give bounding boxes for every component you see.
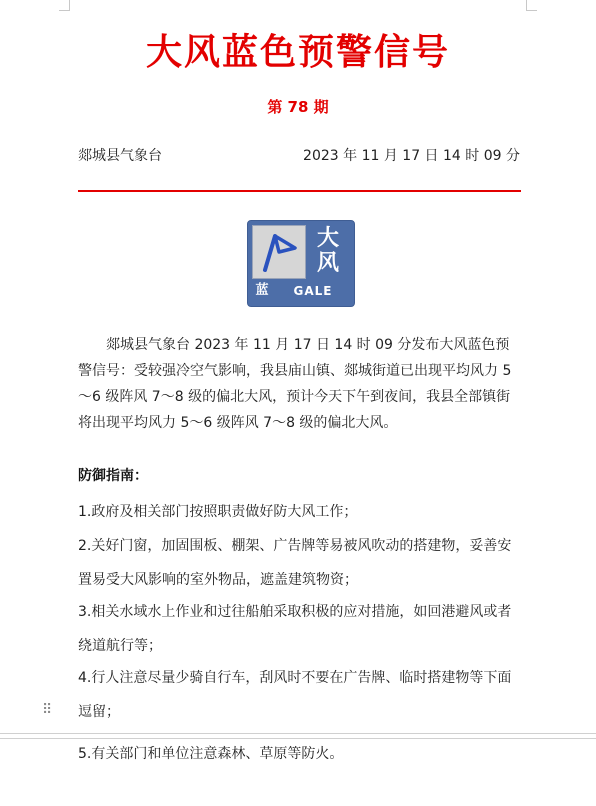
issue-datetime: 2023 年 11 月 17 日 14 时 09 分	[303, 148, 520, 164]
flag-icon	[253, 226, 305, 278]
issue-number: 第 78 期	[267, 98, 329, 116]
guide-item: 2.关好门窗，加固围板、棚架、广告牌等易被风吹动的搭建物，妥善安置易受大风影响的室外物品，遮盖建筑物资；	[78, 538, 512, 588]
page-break-line	[0, 733, 596, 734]
guide-item: 3.相关水域水上作业和过往船舶采取积极的应对措施，如回港避风或者绕道航行等；	[78, 604, 512, 654]
document-title: 大风蓝色预警信号	[145, 32, 450, 73]
flag-panel	[252, 225, 306, 279]
guide-item: 4.行人注意尽量少骑自行车，刮风时不要在广告牌、临时搭建物等下面逗留；	[78, 670, 512, 720]
icon-bottom-bar	[252, 281, 350, 301]
page-corner-mark-right	[526, 0, 537, 11]
drag-handle-icon[interactable]: ⠿	[42, 702, 53, 718]
icon-level-char: 蓝	[255, 283, 269, 298]
guide-item: 5.有关部门和单位注意森林、草原等防火。	[78, 746, 344, 762]
issuer: 郯城县气象台	[78, 148, 162, 164]
guide-item: 1.政府及相关部门按照职责做好防大风工作；	[78, 504, 358, 520]
icon-char-bottom: 风	[316, 251, 339, 276]
warning-paragraph: 郯城县气象台 2023 年 11 月 17 日 14 时 09 分发布大风蓝色预警信号：受较强冷空气影响，我县庙山镇、郯城街道已出现平均风力 5～6 级阵风 7～8 级的偏北大风，预计今天下午到夜间，我县全部镇街将出现平均风力 5～6 级阵风 7～8 级的偏北大风。	[78, 337, 512, 431]
page-corner-mark-left	[59, 0, 70, 11]
guide-heading: 防御指南：	[78, 468, 148, 484]
gale-blue-warning-icon	[247, 220, 355, 307]
icon-char-top: 大	[316, 226, 339, 251]
icon-label: GALE	[293, 284, 333, 298]
header-divider	[78, 190, 521, 192]
